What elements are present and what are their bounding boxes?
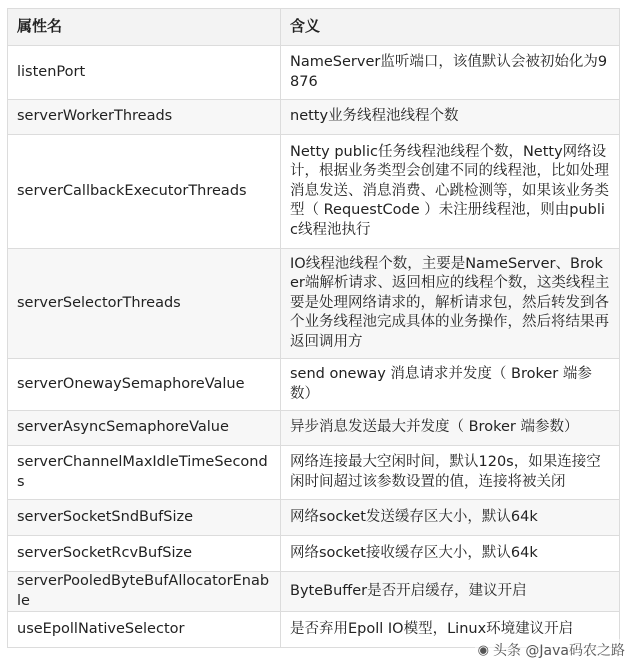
watermark bbox=[475, 639, 628, 661]
cell-meaning: 网络连接最大空闲时间，默认120s，如果连接空闲时间超过该参数设置的值，连接将被关闭 bbox=[281, 446, 620, 500]
table-row bbox=[8, 536, 620, 572]
header-meaning: 含义 bbox=[281, 9, 620, 46]
cell-property-name: serverChannelMaxIdleTimeSeconds bbox=[8, 446, 281, 500]
header-property-name: 属性名 bbox=[8, 9, 281, 46]
cell-property-name: serverCallbackExecutorThreads bbox=[8, 135, 281, 249]
table-row bbox=[8, 500, 620, 536]
table-row bbox=[8, 359, 620, 411]
table-row bbox=[8, 411, 620, 446]
table-row bbox=[8, 46, 620, 100]
watermark-text: 头条 @Java码农之路 bbox=[492, 643, 625, 659]
cell-meaning: ByteBuffer是否开启缓存，建议开启 bbox=[281, 572, 620, 612]
cell-meaning: NameServer监听端口，该值默认会被初始化为9876 bbox=[281, 46, 620, 100]
table-row bbox=[8, 249, 620, 359]
cell-property-name: serverPooledByteBufAllocatorEnable bbox=[8, 572, 281, 612]
cell-property-name: serverOnewaySemaphoreValue bbox=[8, 359, 281, 411]
cell-meaning: 网络socket接收缓存区大小，默认64k bbox=[281, 536, 620, 572]
cell-meaning: IO线程池线程个数，主要是NameServer、Broker端解析请求、返回相应的线程个数，这类线程主要是处理网络请求的，解析请求包，然后转发到各个业务线程池完成具体的业务操作，然后将结果再返回调用方 bbox=[281, 249, 620, 359]
cell-meaning: Netty public任务线程池线程个数，Netty网络设计，根据业务类型会创建不同的线程池，比如处理消息发送、消息消费、心跳检测等，如果该业务类型（ RequestCode ）未注册线程池，则由public线程池执行 bbox=[281, 135, 620, 249]
table-row bbox=[8, 446, 620, 500]
cell-meaning: 是否弃用Epoll IO模型，Linux环境建议开启 bbox=[281, 612, 620, 648]
table-row bbox=[8, 100, 620, 135]
properties-table bbox=[7, 8, 620, 648]
table-row bbox=[8, 135, 620, 249]
cell-property-name: serverSocketRcvBufSize bbox=[8, 536, 281, 572]
cell-meaning: send oneway 消息请求并发度（ Broker 端参数） bbox=[281, 359, 620, 411]
cell-property-name: serverWorkerThreads bbox=[8, 100, 281, 135]
cell-meaning: 异步消息发送最大并发度（ Broker 端参数） bbox=[281, 411, 620, 446]
camera-logo-icon: ◉ bbox=[477, 642, 489, 658]
cell-property-name: listenPort bbox=[8, 46, 281, 100]
cell-property-name: useEpollNativeSelector bbox=[8, 612, 281, 648]
table-row bbox=[8, 572, 620, 612]
cell-meaning: 网络socket发送缓存区大小，默认64k bbox=[281, 500, 620, 536]
cell-property-name: serverSocketSndBufSize bbox=[8, 500, 281, 536]
cell-property-name: serverAsyncSemaphoreValue bbox=[8, 411, 281, 446]
cell-property-name: serverSelectorThreads bbox=[8, 249, 281, 359]
cell-meaning: netty业务线程池线程个数 bbox=[281, 100, 620, 135]
table-header-row bbox=[8, 9, 620, 46]
